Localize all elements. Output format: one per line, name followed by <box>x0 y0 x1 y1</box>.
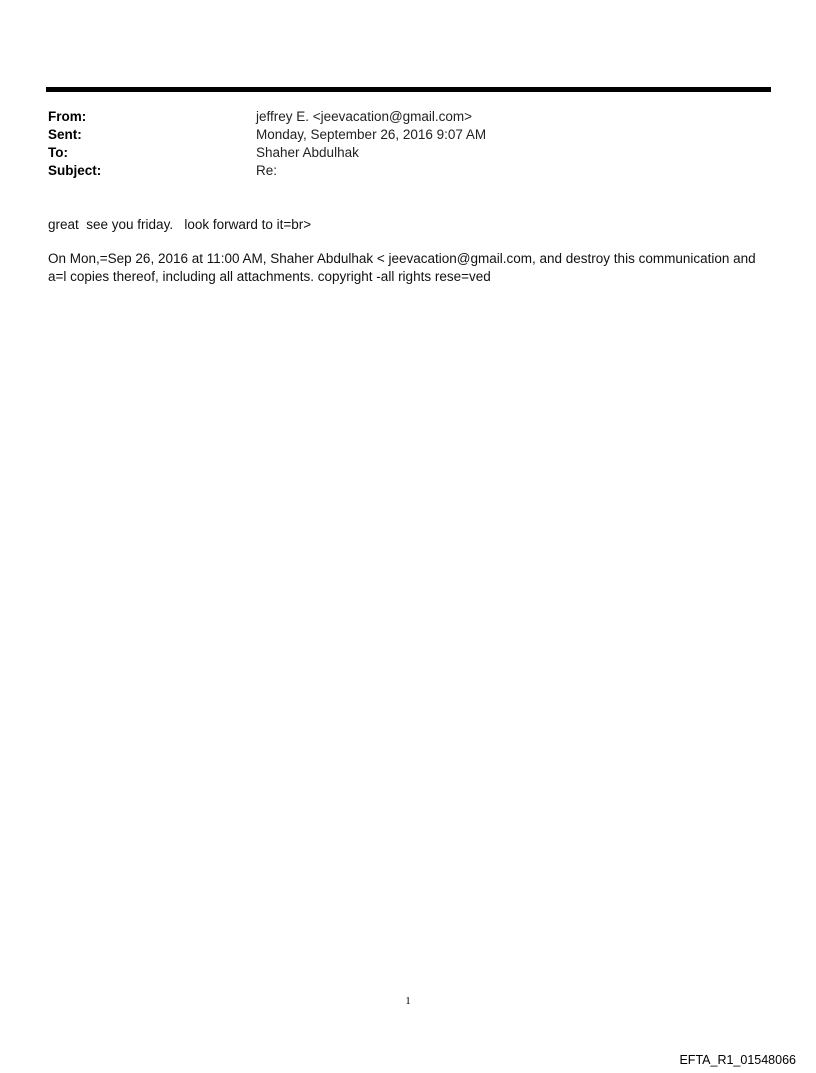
sent-label: Sent: <box>48 127 82 142</box>
page-number: 1 <box>405 995 411 1007</box>
from-value: jeffrey E. <jeevacation@gmail.com> <box>256 109 473 124</box>
paragraph-spacer <box>48 234 768 250</box>
body-line-3: a=l copies thereof, including all attachments. copyright -all rights rese=ved <box>48 269 491 284</box>
body-line-2: On Mon,=Sep 26, 2016 at 11:00 AM, Shaher Abdulhak < jeevacation@gmail.com, and destroy this communication and <box>48 251 756 266</box>
header-row-subject <box>48 162 748 180</box>
document-id: EFTA_R1_01548066 <box>679 1053 796 1067</box>
header-row-to <box>48 144 748 162</box>
header-divider <box>46 87 771 92</box>
to-value: Shaher Abdulhak <box>256 145 359 160</box>
subject-value: Re: <box>256 163 278 178</box>
header-row-from <box>48 108 748 126</box>
header-row-sent <box>48 126 748 144</box>
email-body <box>48 216 768 286</box>
subject-label: Subject: <box>48 163 102 178</box>
from-label: From: <box>48 109 87 124</box>
sent-value: Monday, September 26, 2016 9:07 AM <box>256 127 487 142</box>
email-header <box>48 108 748 180</box>
body-line-1: great see you friday. look forward to it=br> <box>48 217 312 232</box>
to-label: To: <box>48 145 68 160</box>
